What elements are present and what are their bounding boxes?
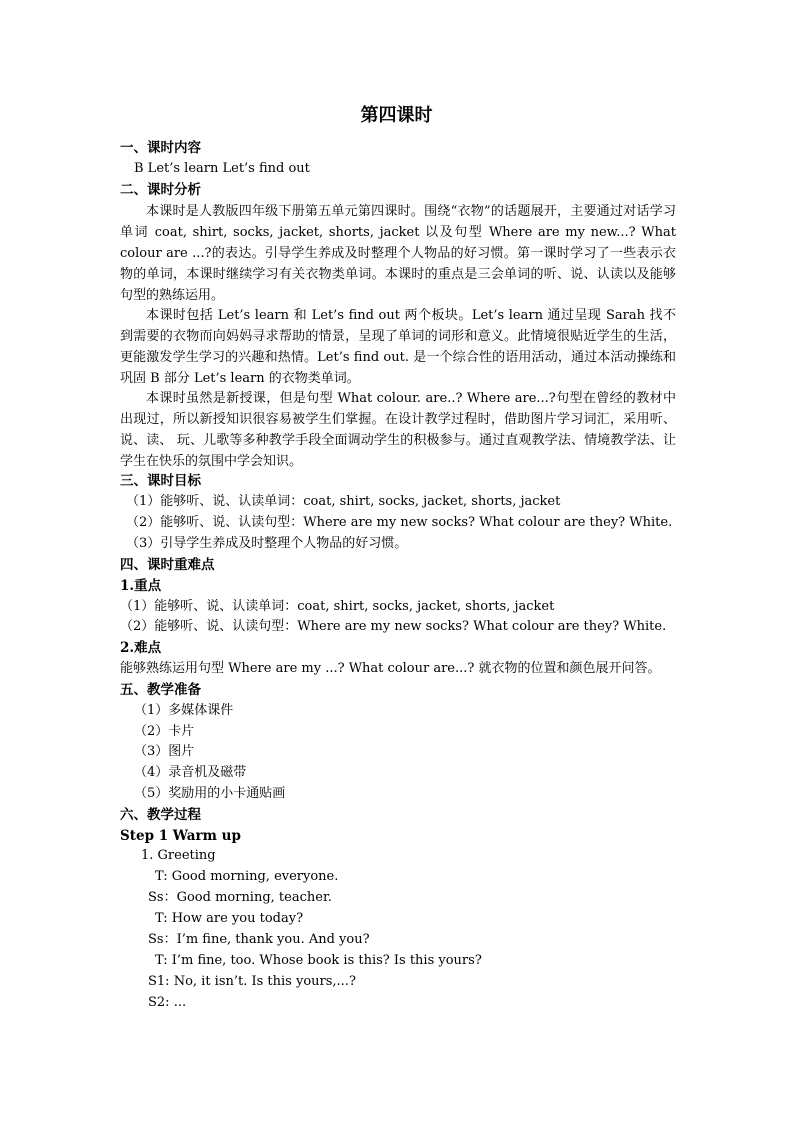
section-5-heading: 五、教学准备 [120,682,201,698]
preparation-item: （5）奖励用的小卡通贴画 [134,786,286,801]
key-points-heading: 1.重点 [120,578,162,594]
preparation-item: （2）卡片 [134,724,195,739]
key-point-item: （2）能够听、说、认读句型：Where are my new socks? What colour are they? White. [120,619,667,634]
goal-item: （3）引导学生养成及时整理个人物品的好习惯。 [126,536,408,551]
dialogue-line: Ss：Good morning, teacher. [148,890,332,905]
section-1-heading: 一、课时内容 [120,140,201,156]
preparation-item: （4）录音机及磁带 [134,765,247,780]
analysis-paragraph-2: 本课时包括 Let’s learn 和 Let’s find out 两个板块。Let’s learn 通过呈现 Sarah 找不到需要的衣物而向妈妈寻求帮助的情景，呈现了单词的词形和意义。此情境很贴近学生的生活，更能激发学生学习的兴趣和热情。Let’s find out. 是一个综合性的语用活动，通过本活动操练和巩固 B 部分 Let’s learn 的衣物类单词。 [120,308,676,386]
analysis-paragraph-3: 本课时虽然是新授课，但是句型 What colour. are..? Where are...?句型在曾经的教材中出现过，所以新授知识很容易被学生们掌握。在设计教学过程时，借助图片学习词汇，采用听、说、读、 玩、儿歌等多种教学手段全面调动学生的积极参与。通过直观教学法、情境教学法、让学生在快乐的氛围中学会知识。 [120,391,676,469]
difficult-point-text: 能够熟练运用句型 Where are my ...? What colour are...? 就衣物的位置和颜色展开问答。 [120,661,661,676]
document-title: 第四课时 [360,105,433,126]
section-2-heading: 二、课时分析 [120,182,201,198]
goal-item: （1）能够听、说、认读单词：coat, shirt, socks, jacket, shorts, jacket [126,494,561,509]
section-3-heading: 三、课时目标 [120,473,201,489]
key-point-item: （1）能够听、说、认读单词：coat, shirt, socks, jacket, shorts, jacket [120,599,555,614]
step-heading: Step 1 Warm up [120,828,241,844]
dialogue-line: Ss：I’m fine, thank you. And you? [148,932,370,947]
dialogue-line: T: How are you today? [155,911,304,926]
section-6-heading: 六、教学过程 [120,807,201,823]
dialogue-line: T: Good morning, everyone. [155,869,339,884]
dialogue-line: S2: ... [148,995,187,1010]
difficult-points-heading: 2.难点 [120,640,162,656]
section-4-heading: 四、课时重难点 [120,557,215,573]
preparation-item: （3）图片 [134,744,195,759]
dialogue-line: S1: No, it isn’t. Is this yours,...? [148,974,356,989]
goal-item: （2）能够听、说、认读句型：Where are my new socks? What colour are they? White. [126,515,673,530]
preparation-item: （1）多媒体课件 [134,703,234,718]
analysis-paragraph-1: 本课时是人教版四年级下册第五单元第四课时。围绕“衣物”的话题展开，主要通过对话学习单词 coat, shirt, socks, jacket, shorts, jacket 以及句型 Where are my new...? What colour are ...?的表达。引导学生养成及时整理个人物品的好习惯。第一课时学习了一些表示衣物的单词，本课时继续学习有关衣物类单词。本课时的重点是三会单词的听、说、认读以及能够句型的熟练运用。 [120,204,676,303]
section-1-content: B Let’s learn Let’s find out [134,161,310,176]
greeting-subheading: 1. Greeting [141,848,216,863]
dialogue-line: T: I’m fine, too. Whose book is this? Is this yours? [155,953,482,968]
